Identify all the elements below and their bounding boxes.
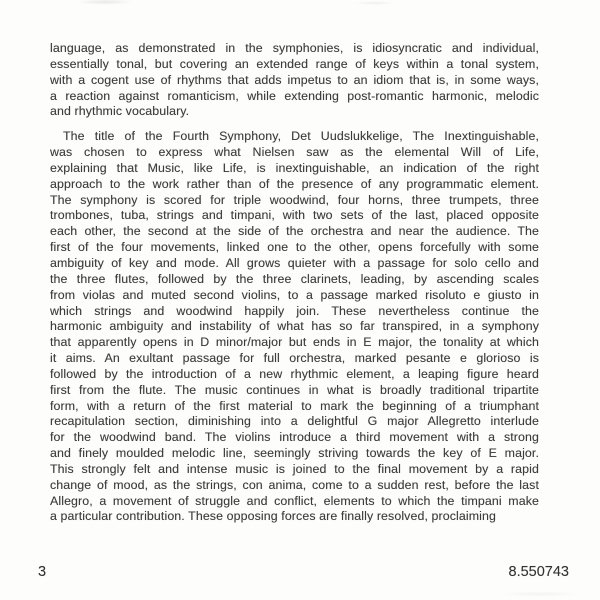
text-line: each other, the second at the side of the orchestra and near the audience. The	[50, 224, 539, 239]
text-line: The title of the Fourth Symphony, Det Uudslukkelige, The Inextinguishable,	[63, 129, 539, 144]
text-line: essentially tonal, but covering an extended range of keys within a tonal system,	[50, 56, 539, 71]
text-line: explaining that Music, like Life, is inextinguishable, an indication of the right	[50, 160, 539, 175]
text-line: trombones, tuba, strings and timpani, with two sets of the last, placed opposite	[50, 208, 539, 223]
text-line: first of the four movements, linked one to the other, opens forcefully with some	[50, 240, 539, 255]
text-line: and rhythmic vocabulary.	[50, 104, 190, 119]
paragraph	[50, 129, 539, 525]
text-line: the three flutes, followed by the three clarinets, leading, by ascending scales	[50, 271, 539, 286]
text-line: change of mood, as the strings, con anima, come to a sudden rest, before the last	[50, 477, 539, 492]
text-line: a reaction against romanticism, while extending post-romantic harmonic, melodic	[50, 88, 539, 103]
page-number: 3	[38, 564, 47, 580]
text-line: was chosen to express what Nielsen saw as the elemental Will of Life,	[50, 145, 539, 160]
text-line: with a cogent use of rhythms that adds impetus to an idiom that is, in some ways,	[50, 72, 539, 87]
text-line: Allegro, a movement of struggle and conflict, elements to which the timpani make	[50, 493, 539, 508]
text-line: harmonic ambiguity and instability of what has so far transpired, in a symphony	[50, 319, 539, 334]
text-line: form, with a return of the first material to mark the beginning of a triumphant	[50, 398, 539, 413]
text-line: first from the flute. The music continues in what is broadly traditional tripartite	[50, 382, 539, 397]
text-line: a particular contribution. These opposing forces are finally resolved, proclaiming	[50, 509, 497, 524]
text-line: it aims. An exultant passage for full orchestra, marked pesante e glorioso is	[50, 351, 539, 366]
text-line: that apparently opens in D minor/major but ends in E major, the tonality at which	[50, 335, 539, 350]
text-line: for the woodwind band. The violins introduce a third movement with a strong	[50, 430, 539, 445]
text-line: from violas and muted second violins, to a passage marked risoluto e giusto in	[50, 287, 539, 302]
text-line: ambiguity of key and mode. All grows quieter with a passage for solo cello and	[50, 255, 539, 270]
text-line: followed by the introduction of a new rhythmic element, a leaping figure heard	[50, 366, 539, 381]
text-line: The symphony is scored for triple woodwind, four horns, three trumpets, three	[50, 192, 539, 207]
paragraph	[50, 41, 539, 120]
text-line: and finely moulded melodic line, seemingly striving towards the key of E major.	[50, 446, 539, 461]
footer	[38, 564, 569, 584]
body-text	[50, 41, 539, 525]
text-line: This strongly felt and intense music is joined to the final movement by a rapid	[50, 461, 539, 476]
text-line: which strings and woodwind happily join. These nevertheless continue the	[50, 303, 539, 318]
text-line: approach to the work rather than of the presence of any programmatic element.	[50, 176, 539, 191]
text-line: language, as demonstrated in the symphonies, is idiosyncratic and individual,	[50, 41, 539, 55]
text-line: recapitulation section, diminishing into a delightful G major Allegretto interlude	[50, 414, 539, 429]
catalog-number: 8.550743	[508, 564, 569, 580]
